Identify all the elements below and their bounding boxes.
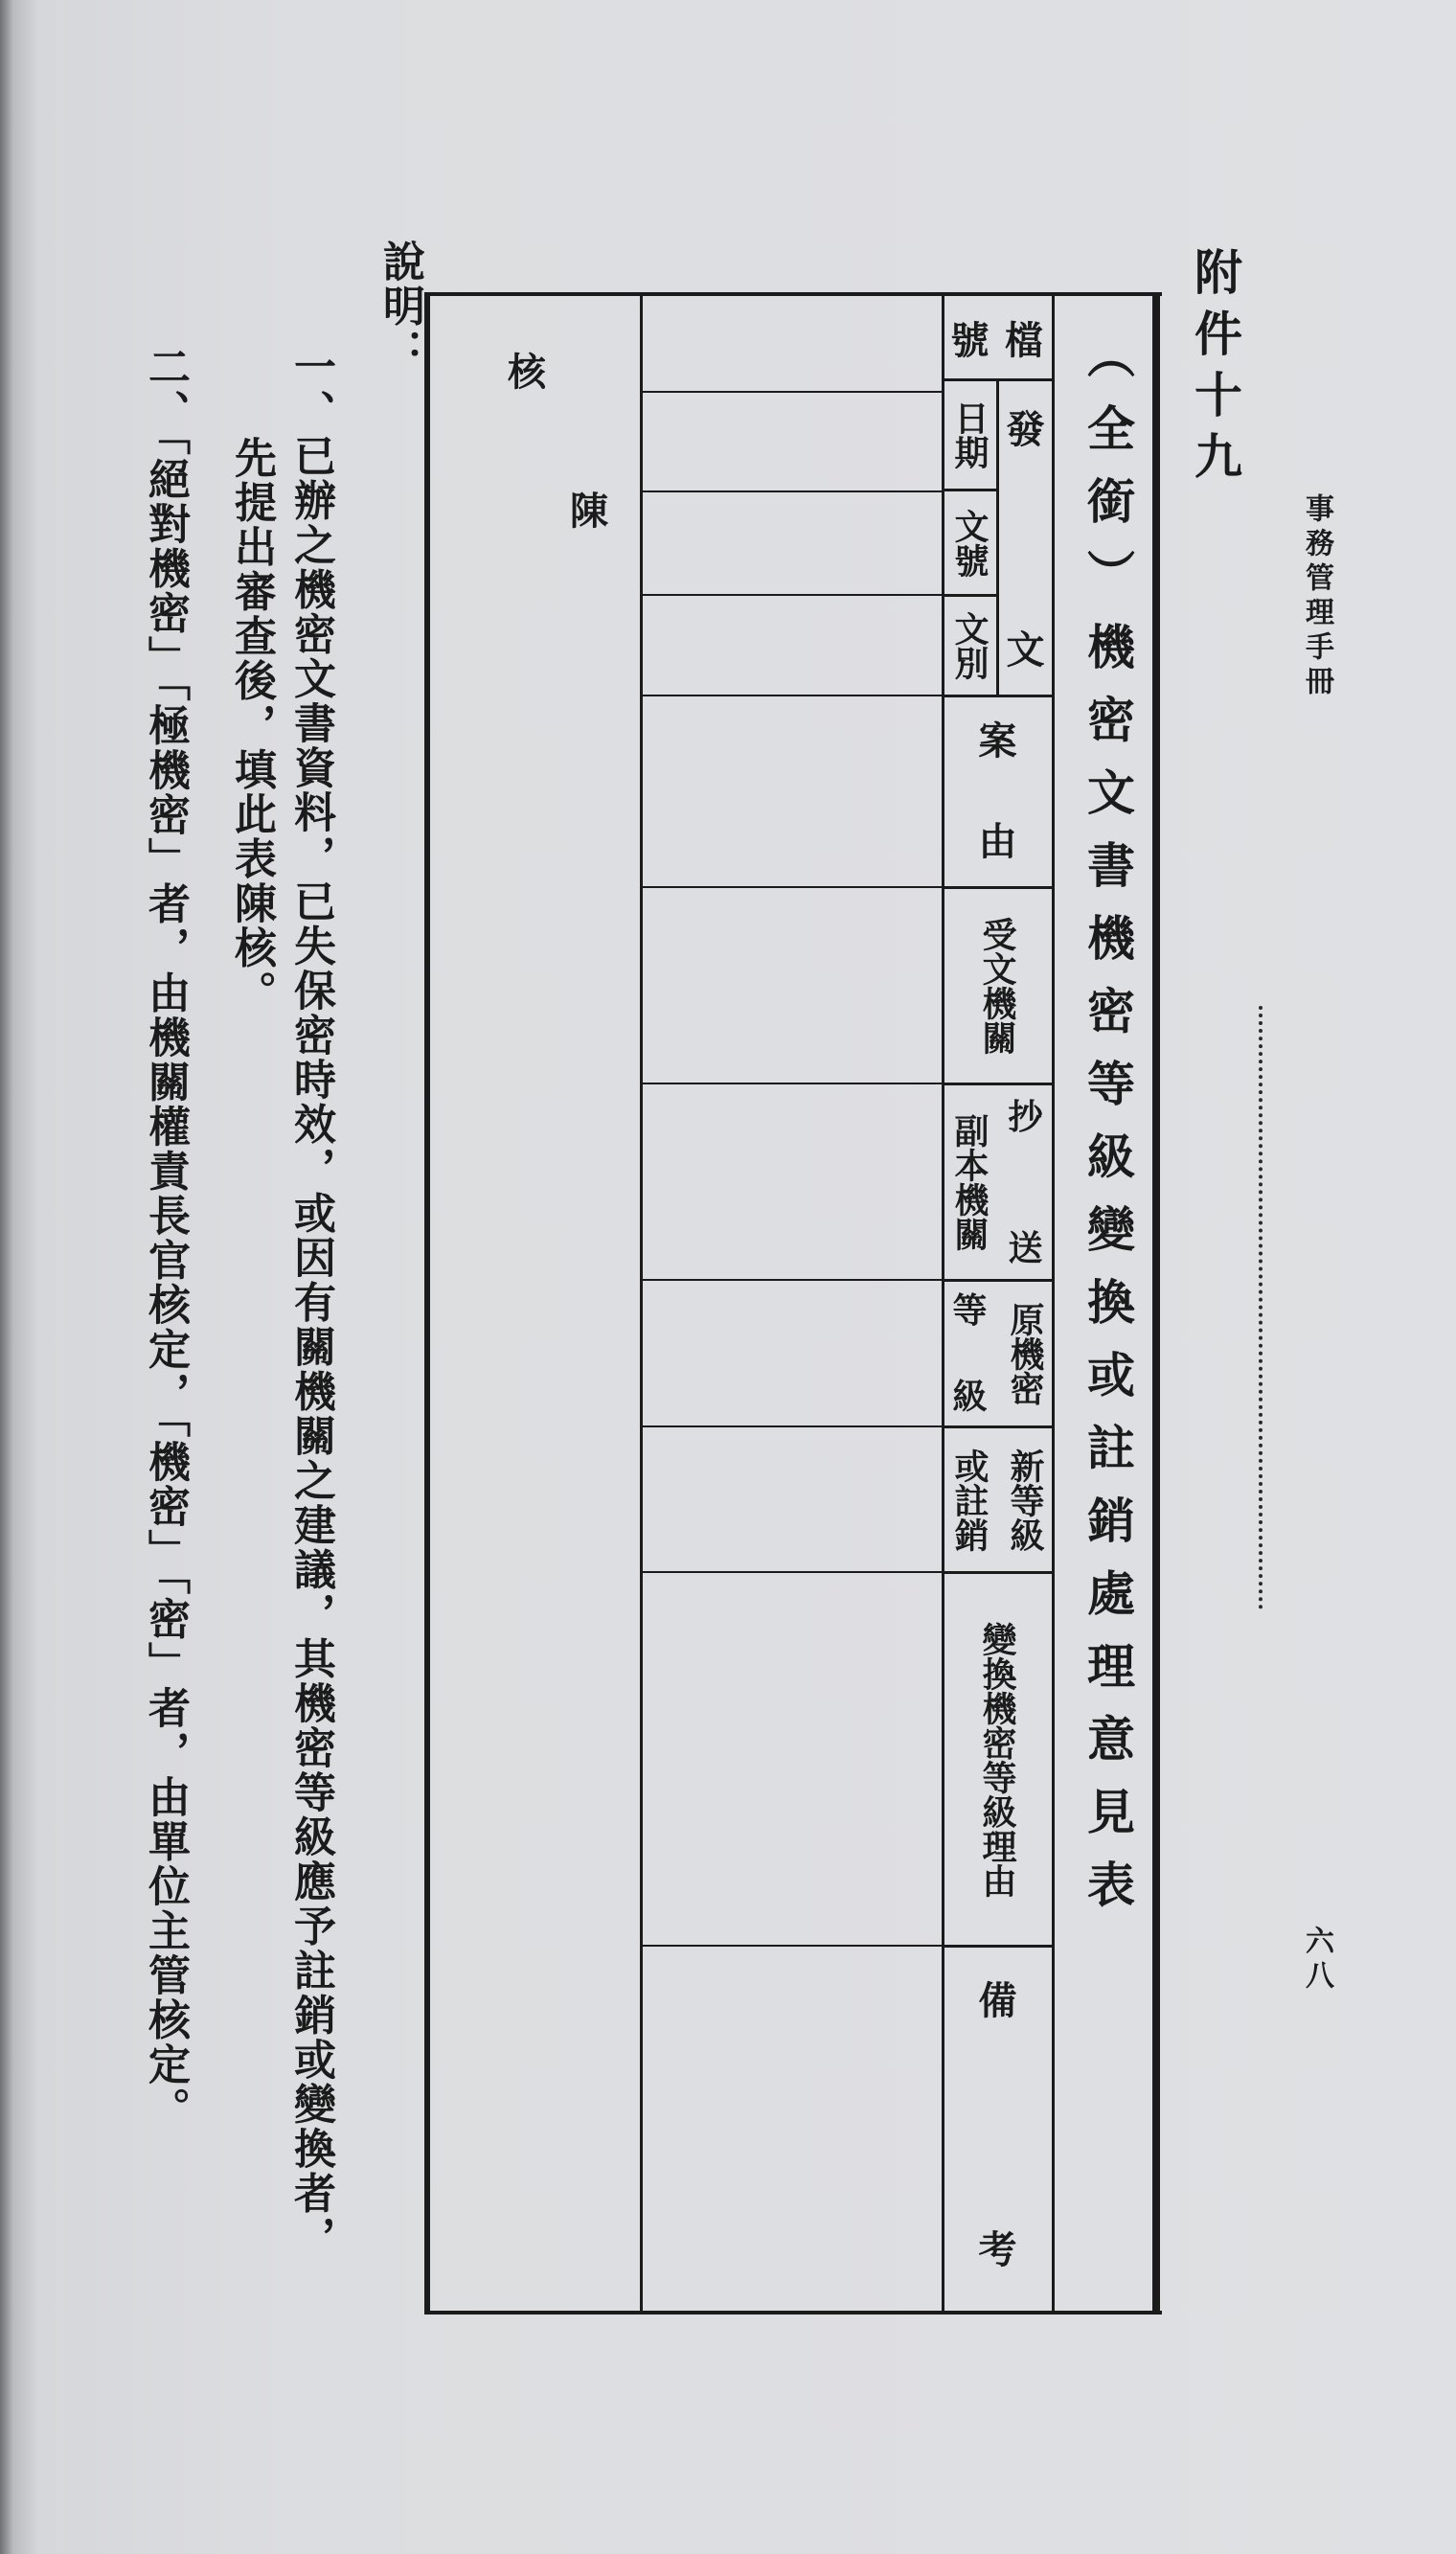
header-dispatch-doc-no: 文號 [949, 508, 990, 578]
header-file-char-2: 號 [950, 318, 990, 363]
header-cc-left: 副本機關 [949, 1113, 990, 1251]
header-subject-char-2: 由 [978, 818, 1017, 864]
submit-label: 陳 [570, 488, 608, 534]
data-row-line [642, 1083, 944, 1084]
data-row-line [642, 1279, 944, 1281]
notes-heading: 說明： [375, 239, 424, 374]
data-row-line [642, 594, 944, 596]
page-number: 六八 [1300, 1926, 1333, 1995]
header-original-level: 原機密 [1005, 1302, 1045, 1405]
data-row-line [642, 695, 944, 696]
header-dispatch-doc-type: 文別 [949, 611, 990, 680]
data-row-line [642, 490, 944, 492]
note-item-2: 二、「絕對機密」「極機密」者，由機關權責長官核定，「機密」「密」者，由單位主管核定。 [141, 345, 190, 2132]
note-item-1-continued: 先提出審查後，填此表陳核。 [227, 436, 276, 1015]
form-title: （全銜）機密文書機密等級變換或註銷處理意見表 [1080, 331, 1136, 1932]
header-original-level-left-bottom: 級 [952, 1376, 988, 1417]
header-reason: 變換機密等級理由 [977, 1621, 1017, 1898]
header-file-char-1: 檔 [1005, 318, 1043, 363]
row-line [944, 1945, 1054, 1948]
dotted-divider [1259, 1006, 1263, 1609]
data-row-line [642, 1945, 944, 1947]
header-cc-bottom: 送 [1008, 1227, 1043, 1268]
header-remarks-char-1: 備 [978, 1977, 1017, 2023]
attachment-label: 附件十九 [1187, 247, 1243, 492]
header-new-level: 新等級 [1005, 1448, 1045, 1552]
data-row-line [642, 886, 944, 888]
row-line [944, 695, 1054, 697]
header-cc-top: 抄 [1008, 1096, 1043, 1137]
header-original-level-left-top: 等 [952, 1289, 988, 1331]
data-row-line [642, 1425, 944, 1427]
header-remarks-char-2: 考 [978, 2226, 1017, 2272]
data-row-line [642, 391, 944, 393]
title-column-divider [1052, 292, 1055, 2315]
header-dispatch-top: 發 [1006, 406, 1045, 452]
header-subject-char-1: 案 [978, 718, 1017, 764]
note-item-1: 一、已辦之機密文書資料，已失保密時效，或因有關機關之建議，其機密等級應予註銷或變換者， [286, 345, 335, 2261]
header-dispatch-date: 日期 [949, 400, 990, 469]
running-header: 事務管理手冊 [1300, 493, 1333, 700]
table-left-border [424, 292, 430, 2315]
header-recipient: 受文機關 [977, 917, 1017, 1055]
header-dispatch-bottom: 文 [1006, 627, 1045, 673]
approve-label: 核 [508, 349, 546, 395]
data-row-line [642, 1571, 944, 1573]
header-cancel: 或註銷 [949, 1448, 990, 1552]
table-right-border [1152, 292, 1160, 2315]
